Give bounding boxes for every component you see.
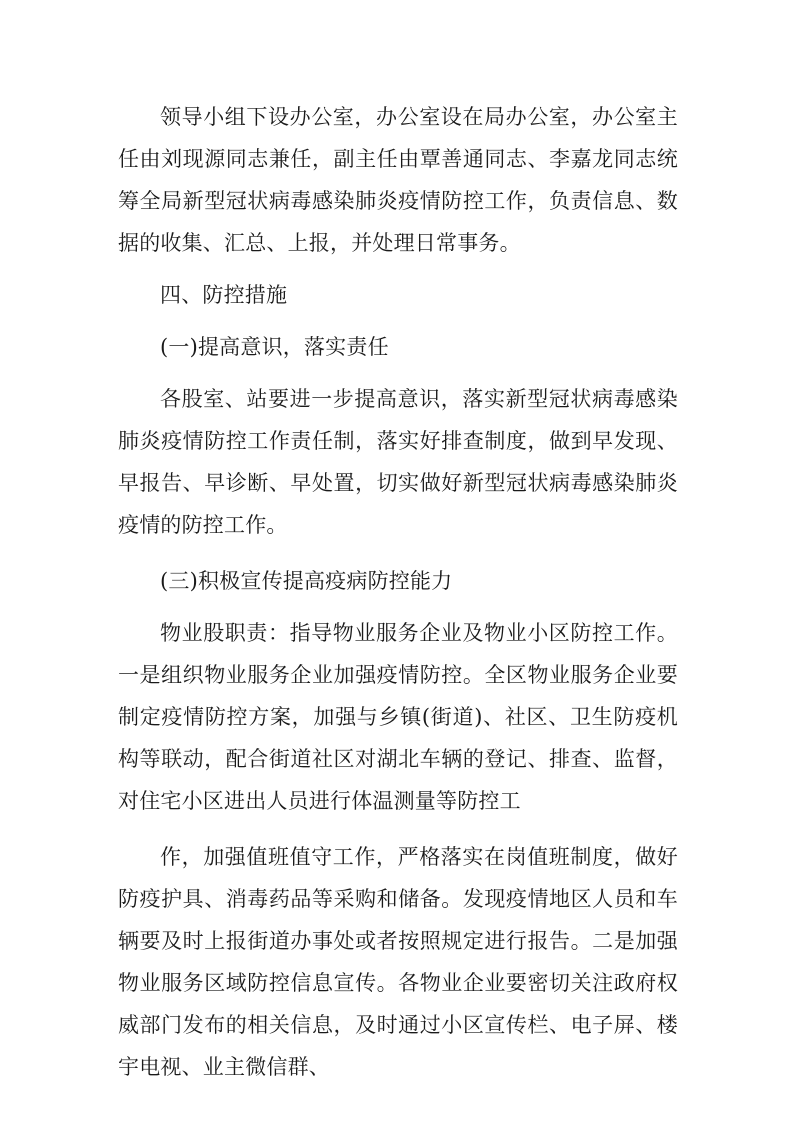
- subheading-publicity: (三)积极宣传提高疫病防控能力: [160, 569, 453, 593]
- document-body: [118, 96, 678, 1088]
- subheading-awareness: (一)提高意识，落实责任: [160, 335, 389, 359]
- paragraph-responsibility: 各股室、站要进一步提高意识，落实新型冠状病毒感染肺炎疫情防控工作责任制，落实好排查制度，做到早发现、早报告、早诊断、早处置，切实做好新型冠状病毒感染肺炎疫情的防控工作。: [118, 387, 678, 537]
- paragraph-property-duties: 物业股职责：指导物业服务企业及物业小区防控工作。一是组织物业服务企业加强疫情防控。全区物业服务企业要制定疫情防控方案，加强与乡镇(街道)、社区、卫生防疫机构等联动，配合街道社区对湖北车辆的登记、排查、监督，对住宅小区进出人员进行体温测量等防控工: [118, 621, 678, 813]
- section-heading-measures: 四、防控措施: [160, 283, 288, 307]
- paragraph-office-setup: 领导小组下设办公室，办公室设在局办公室，办公室主任由刘现源同志兼任，副主任由覃善通同志、李嘉龙同志统筹全局新型冠状病毒感染肺炎疫情防控工作，负责信息、数据的收集、汇总、上报，并处理日常事务。: [118, 105, 678, 255]
- paragraph-duty-continued: 作，加强值班值守工作，严格落实在岗值班制度，做好防疫护具、消毒药品等采购和储备。发现疫情地区人员和车辆要及时上报街道办事处或者按照规定进行报告。二是加强物业服务区域防控信息宣传。各物业企业要密切关注政府权威部门发布的相关信息，及时通过小区宣传栏、电子屏、楼宇电视、业主微信群、: [118, 845, 678, 1079]
